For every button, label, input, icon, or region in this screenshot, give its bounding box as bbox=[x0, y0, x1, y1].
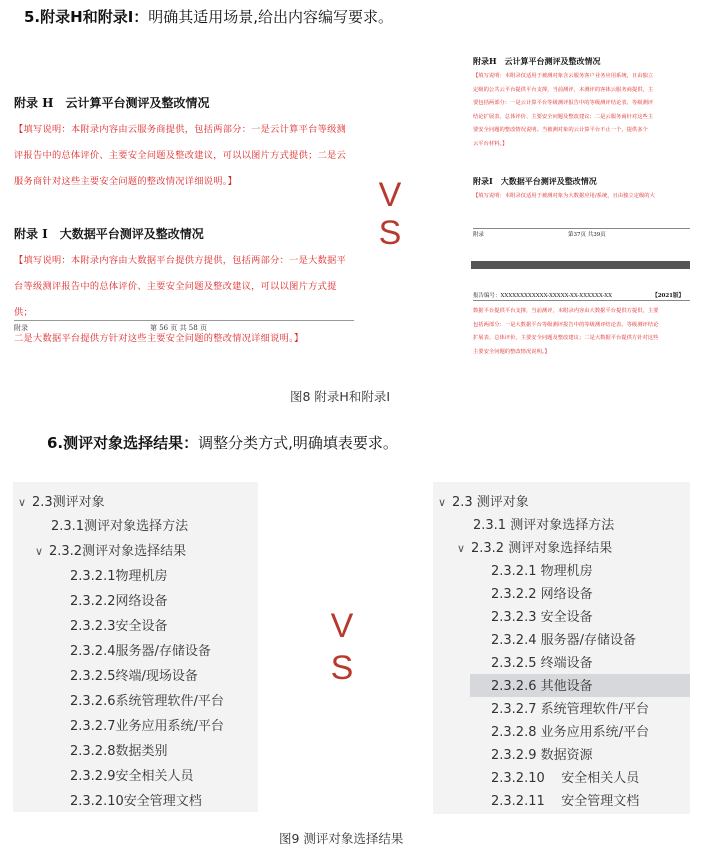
tree-leaf[interactable] bbox=[491, 790, 639, 809]
section5-title: 5.附录H和附录I： bbox=[24, 8, 149, 26]
note-line: 包括两部分：一是大数据平台等级测评报告中的等级测评结论表、等级测评结论 bbox=[473, 321, 659, 328]
note-line: 要包括两部分：一是云计算平台等级测评报告中的等级测评结论表、等级测评 bbox=[473, 100, 654, 106]
tree-node-label: 2.3.2.6 其他设备 bbox=[491, 679, 593, 694]
tree-leaf[interactable] bbox=[491, 583, 593, 602]
tree-node-label: 2.3.2.6系统管理软件/平台 bbox=[70, 694, 224, 709]
tree-node-label: 2.3.2.7 系统管理软件/平台 bbox=[491, 702, 649, 717]
tree-leaf[interactable] bbox=[491, 652, 593, 671]
tree-node-label: 2.3.2.4服务器/存储设备 bbox=[70, 644, 211, 659]
tree-node-label: 2.3.1测评对象选择方法 bbox=[51, 519, 189, 534]
section6-title: 6.测评对象选择结果： bbox=[47, 434, 199, 452]
section5-text: 明确其适用场景,给出内容编写要求。 bbox=[148, 8, 394, 26]
tree-node-label: 2.3.2.7业务应用系统/平台 bbox=[70, 719, 224, 734]
tree-node-label: 2.3.2.3安全设备 bbox=[70, 619, 168, 634]
tree-leaf[interactable] bbox=[491, 560, 593, 579]
note-line: 【填写说明：本附录仅适用于被测对象为大数据应用/系统，且由独立定级的大 bbox=[473, 193, 655, 199]
tree-node-2-3-2[interactable] bbox=[35, 540, 186, 559]
note-line: 数据平台提供平台支撑，当前测评，本附录内容由大数据平台提供方提供，主要 bbox=[473, 308, 659, 314]
tree-node-2-3-1[interactable] bbox=[51, 515, 188, 534]
tree-leaf[interactable] bbox=[491, 698, 649, 717]
tree-leaf[interactable] bbox=[491, 629, 636, 648]
note-line: 扩展表、总体评价、主要安全问题及整改建议；二是大数据平台提供方针对这些 bbox=[473, 335, 659, 341]
section5-heading bbox=[24, 6, 393, 27]
tree-node-label: 2.3.2.9 数据资源 bbox=[491, 748, 593, 763]
note-line: 要安全问题的整改情况说明。当被测对象的云计算平台不止一个，提供多个 bbox=[473, 127, 648, 133]
fig8-caption: 图8 附录H和附录I bbox=[290, 389, 391, 404]
fig8-right-document bbox=[473, 56, 690, 204]
footer-left: 附录 bbox=[473, 232, 485, 238]
tree-node-label: 2.3.2.8数据类别 bbox=[70, 744, 168, 759]
section6-text: 调整分类方式,明确填表要求。 bbox=[198, 434, 398, 452]
tree-leaf[interactable] bbox=[70, 590, 167, 609]
vs-label bbox=[322, 605, 362, 689]
tree-node-label: 2.3.2.2 网络设备 bbox=[491, 587, 593, 602]
fig8-right-header2 bbox=[473, 291, 690, 301]
appendix-i-title: 附录 I 大数据平台测评及整改情况 bbox=[14, 227, 204, 241]
tree-node-2-3[interactable] bbox=[438, 491, 529, 510]
appendix-h-title-new: 附录H 云计算平台测评及整改情况 bbox=[473, 56, 601, 66]
fig8-right-page2 bbox=[473, 305, 690, 359]
tree-leaf[interactable] bbox=[70, 690, 224, 709]
tree-leaf[interactable] bbox=[70, 665, 198, 684]
tree-node-label: 2.3.1 测评对象选择方法 bbox=[473, 518, 615, 533]
tree-leaf[interactable] bbox=[70, 565, 167, 584]
tree-node-label: 2.3.2.1 物理机房 bbox=[491, 564, 593, 579]
tree-leaf[interactable] bbox=[491, 744, 593, 763]
tree-node-label: 2.3.2.3 安全设备 bbox=[491, 610, 593, 625]
note-line: 【填写说明：本附录内容由大数据平台提供方提供，包括两部分：一是大数据平 bbox=[14, 255, 347, 266]
tree-panel-old bbox=[13, 482, 258, 812]
note-line: 定级的公共云平台提供平台支撑，当前测评，本测评的客体云服务商提供，主 bbox=[473, 86, 654, 93]
tree-leaf[interactable] bbox=[70, 740, 167, 759]
tree-leaf[interactable] bbox=[491, 721, 649, 740]
tree-node-label: 2.3.2.4 服务器/存储设备 bbox=[491, 633, 636, 648]
chevron-down-icon[interactable]: ∨ bbox=[18, 496, 27, 509]
note-line: 评报告中的总体评价、主要安全问题及整改建议，可以以图片方式提供；二是云 bbox=[14, 150, 347, 161]
note-line: 【填写说明：本附录内容由云服务商提供，包括两部分：一是云计算平台等级测 bbox=[14, 124, 347, 135]
tree-node-label: 2.3.2.8 业务应用系统/平台 bbox=[491, 725, 649, 740]
note-line: 结论扩展表、总体评价、主要安全问题及整改建议；二是云服务商针对这些主 bbox=[473, 113, 654, 120]
tree-node-2-3-2[interactable] bbox=[457, 537, 612, 556]
note-line: 云平台材料。】 bbox=[473, 140, 508, 147]
tree-leaf[interactable] bbox=[70, 615, 167, 634]
page-separator bbox=[471, 261, 690, 269]
tree-node-label: 2.3.2.5终端/现场设备 bbox=[70, 669, 198, 684]
note-line: 【填写说明：本附录仅适用于被测对象含云服务客户业务应用系统，且由独立 bbox=[473, 73, 654, 79]
tree-node-label: 2.3.2测评对象选择结果 bbox=[49, 544, 187, 559]
vs-label bbox=[370, 176, 410, 252]
tree-leaf[interactable] bbox=[70, 715, 224, 734]
tree-leaf[interactable] bbox=[70, 765, 193, 784]
chevron-down-icon[interactable]: ∨ bbox=[35, 545, 44, 558]
tree-node-label: 2.3 测评对象 bbox=[452, 495, 529, 510]
appendix-h-title: 附录 H 云计算平台测评及整改情况 bbox=[14, 96, 210, 110]
tree-node-label: 2.3.2.1物理机房 bbox=[70, 569, 168, 584]
chevron-down-icon[interactable]: ∨ bbox=[457, 542, 466, 555]
appendix-h-note bbox=[14, 117, 354, 195]
vs-s: S bbox=[330, 649, 354, 687]
tree-node-label: 2.3.2.9安全相关人员 bbox=[70, 769, 194, 784]
note-line: 二是大数据平台提供方针对这些主要安全问题的整改情况详细说明。】 bbox=[14, 333, 304, 344]
footer-page: 第37页 共39页 bbox=[568, 232, 606, 238]
vs-v: V bbox=[330, 607, 354, 645]
doc-number: 报告编号：XXXXXXXXXXXX-XXXXX-XX-XXXXXX-XX bbox=[473, 293, 613, 299]
appendix-i-note bbox=[14, 248, 354, 352]
tree-leaf[interactable] bbox=[491, 606, 593, 625]
fig8-left-document bbox=[14, 88, 354, 352]
tree-node-label: 2.3.2.5 终端设备 bbox=[491, 656, 593, 671]
appendix-h-note-new bbox=[473, 70, 690, 151]
vs-v: V bbox=[378, 176, 402, 214]
note-line: 台等级测评报告中的总体评价、主要安全问题及整改建议，可以以图片方式提供； bbox=[14, 281, 337, 318]
footer-page: 第 56 页 共 58 页 bbox=[150, 324, 207, 332]
fig8-right-footer bbox=[473, 228, 690, 238]
note-line: 服务商针对这些主要安全问题的整改情况详细说明。】 bbox=[14, 176, 238, 187]
tree-node-label: 2.3.2.10安全管理文档 bbox=[70, 794, 202, 809]
doc-year: 【2021版】 bbox=[652, 293, 684, 299]
fig9-caption: 图9 测评对象选择结果 bbox=[279, 831, 404, 846]
tree-node-label: 2.3.2 测评对象选择结果 bbox=[471, 541, 613, 556]
section6-heading bbox=[47, 432, 398, 453]
tree-node-label: 2.3测评对象 bbox=[32, 495, 105, 510]
tree-node-2-3-1[interactable] bbox=[473, 514, 614, 533]
appendix-i-title-new: 附录I 大数据平台测评及整改情况 bbox=[473, 176, 597, 186]
tree-leaf[interactable] bbox=[70, 640, 211, 659]
note-line: 主要安全问题的整改情况说明。】 bbox=[473, 348, 550, 355]
tree-leaf[interactable] bbox=[70, 790, 202, 809]
appendix-i-note-new bbox=[473, 190, 690, 204]
vs-s: S bbox=[378, 214, 402, 252]
tree-leaf[interactable] bbox=[491, 767, 639, 786]
tree-leaf-selected[interactable] bbox=[491, 675, 593, 694]
tree-node-2-3[interactable] bbox=[18, 491, 105, 510]
tree-node-label: 2.3.2.10 安全相关人员 bbox=[491, 771, 640, 786]
footer-left: 附录 bbox=[14, 324, 28, 332]
fig8-left-footer bbox=[14, 320, 354, 333]
chevron-down-icon[interactable]: ∨ bbox=[438, 496, 447, 509]
tree-panel-new bbox=[433, 482, 690, 814]
tree-node-label: 2.3.2.11 安全管理文档 bbox=[491, 794, 640, 809]
tree-node-label: 2.3.2.2网络设备 bbox=[70, 594, 168, 609]
